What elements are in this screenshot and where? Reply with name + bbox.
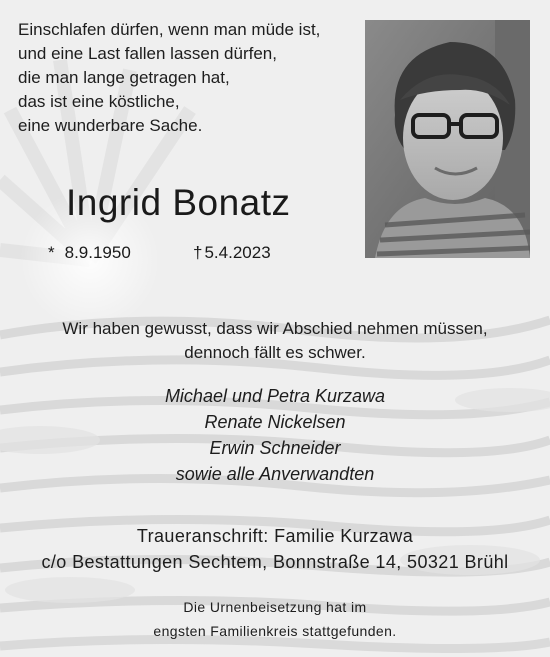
address-line: c/o Bestattungen Sechtem, Bonnstraße 14, 50321 Brühl bbox=[41, 552, 509, 572]
poem-line: eine wunderbare Sache. bbox=[18, 116, 203, 135]
family-line: Renate Nickelsen bbox=[204, 412, 346, 432]
portrait-photo bbox=[365, 20, 530, 258]
poem-line: die man lange getragen hat, bbox=[18, 68, 230, 87]
note-line: Die Urnenbeisetzung hat im bbox=[183, 599, 367, 615]
note-line: engsten Familienkreis stattgefunden. bbox=[153, 623, 397, 639]
poem-line: Einschlafen dürfen, wenn man müde ist, bbox=[18, 20, 321, 39]
poem-line: und eine Last fallen lassen dürfen, bbox=[18, 44, 277, 63]
birth-star-symbol: * bbox=[48, 243, 55, 262]
family-line: Erwin Schneider bbox=[209, 438, 341, 458]
message-line: Wir haben gewusst, dass wir Abschied nehmen müssen, bbox=[62, 319, 488, 338]
poem-line: das ist eine köstliche, bbox=[18, 92, 180, 111]
birth-date-line bbox=[48, 243, 131, 263]
family-line: sowie alle Anverwandten bbox=[175, 464, 375, 484]
family-signatures bbox=[0, 383, 550, 487]
death-date-line bbox=[193, 243, 271, 263]
address-line: Traueranschrift: Familie Kurzawa bbox=[136, 526, 414, 546]
poem bbox=[18, 18, 320, 138]
family-line: Michael und Petra Kurzawa bbox=[164, 386, 386, 406]
death-date: 5.4.2023 bbox=[204, 243, 271, 262]
message-line: dennoch fällt es schwer. bbox=[184, 343, 366, 362]
death-cross-symbol: † bbox=[193, 243, 203, 262]
farewell-message bbox=[0, 317, 550, 365]
deceased-name: Ingrid Bonatz bbox=[66, 182, 291, 223]
burial-note bbox=[0, 595, 550, 643]
mourning-address bbox=[0, 523, 550, 575]
birth-date: 8.9.1950 bbox=[64, 243, 131, 262]
